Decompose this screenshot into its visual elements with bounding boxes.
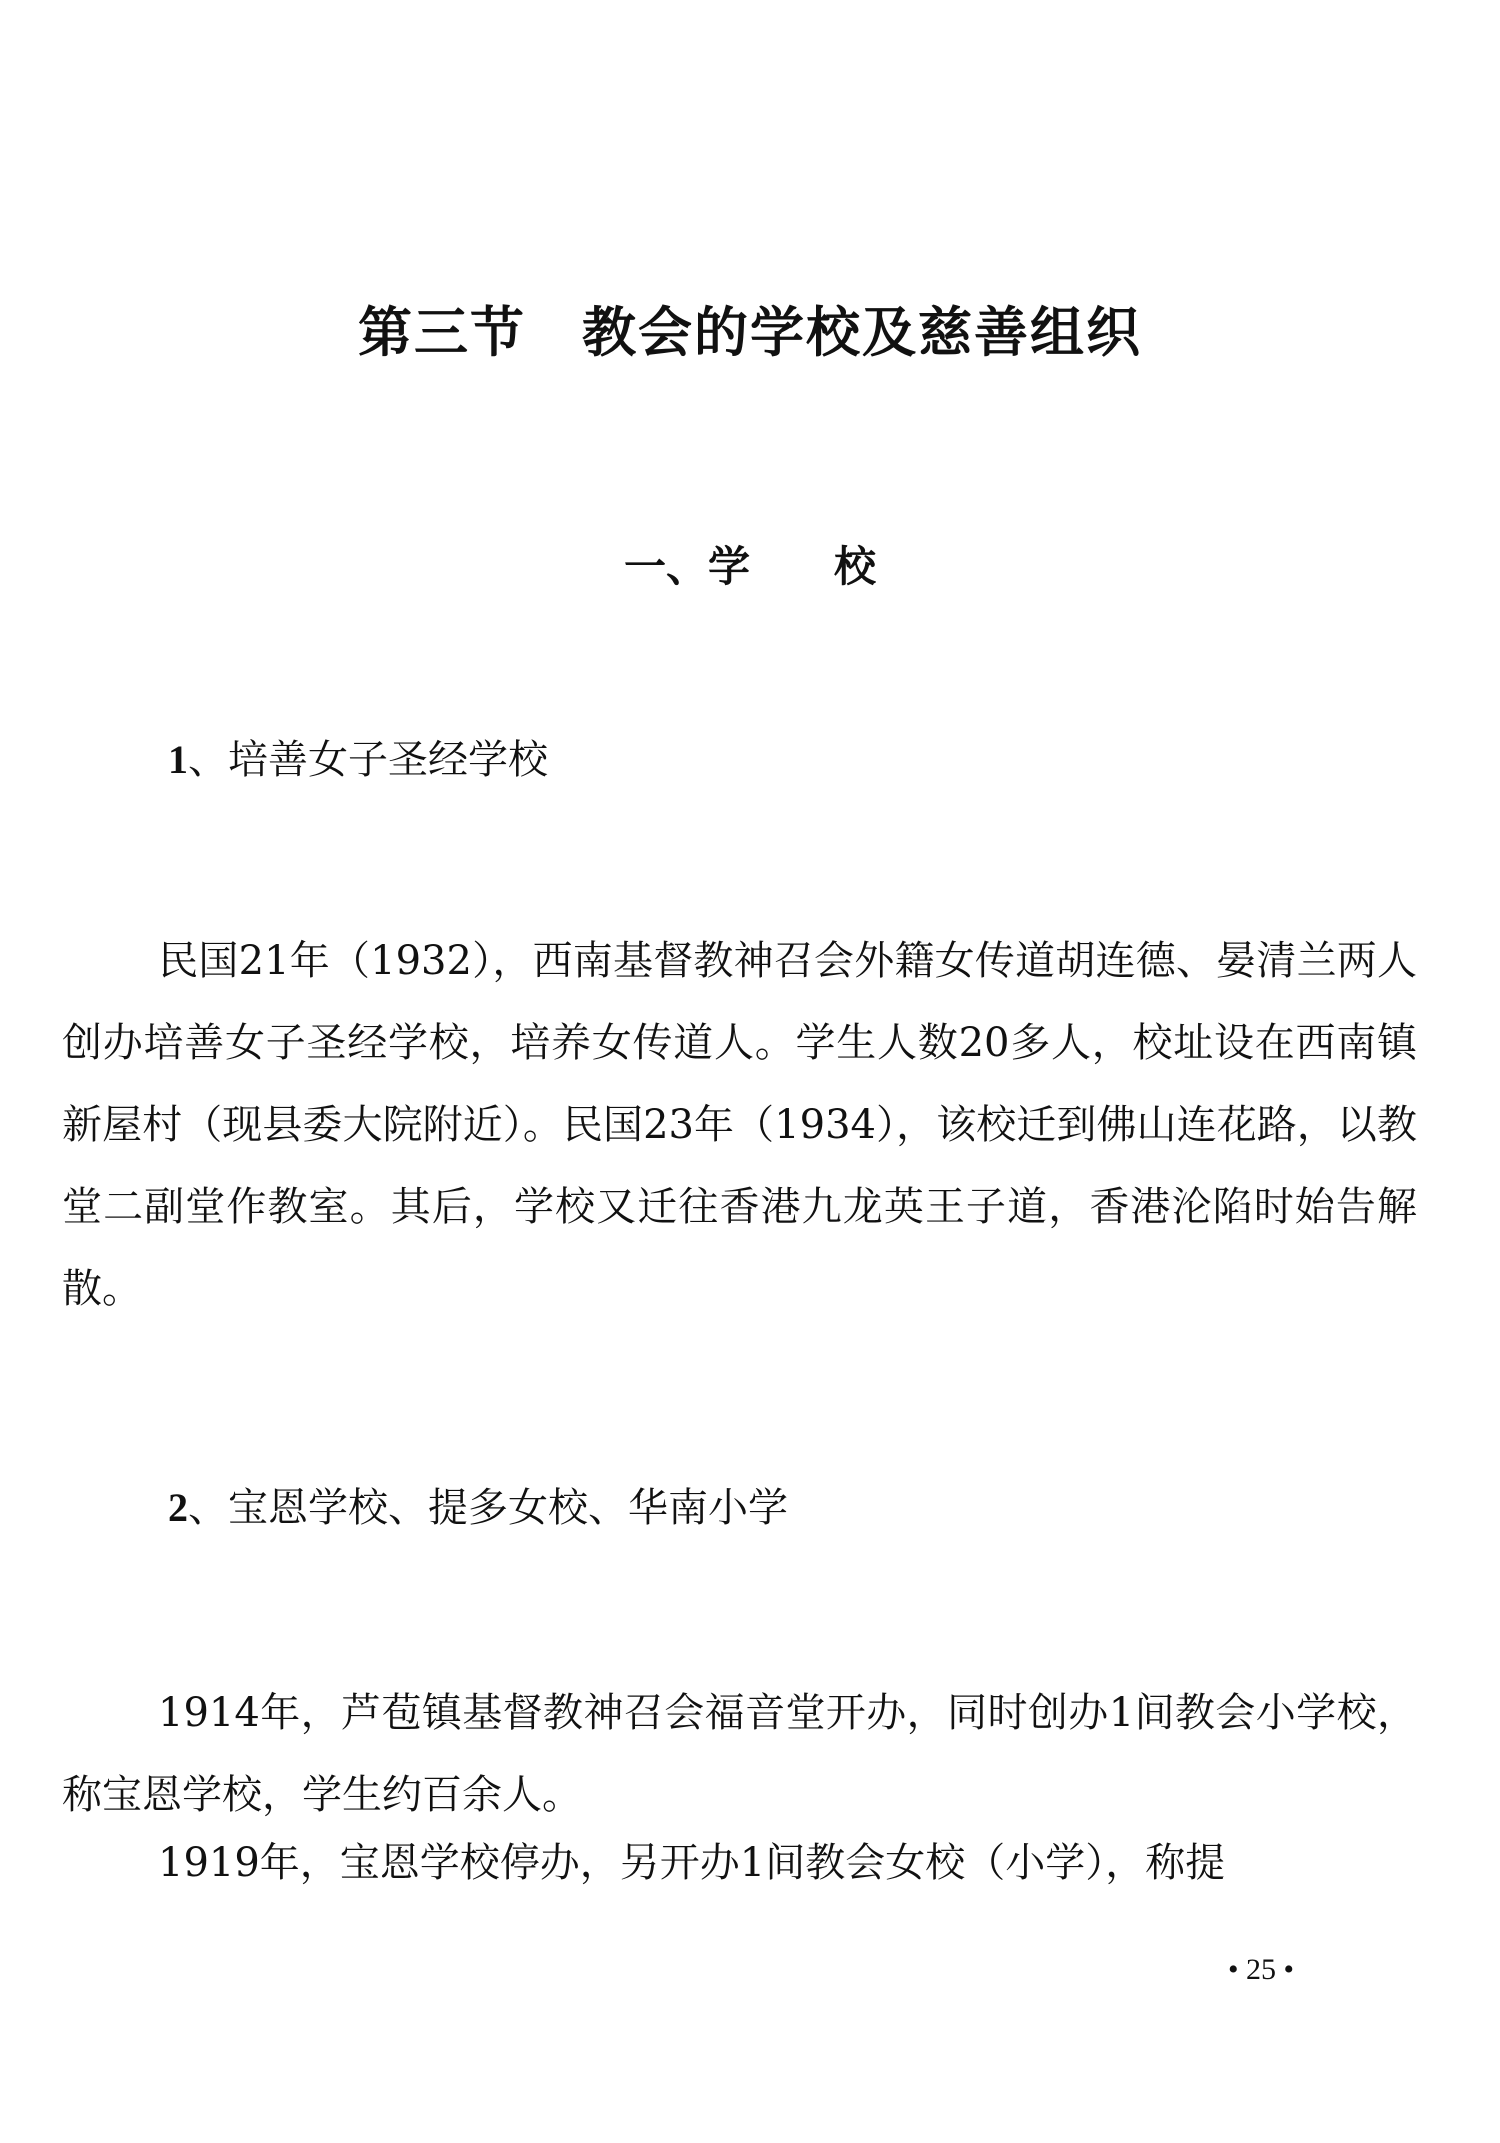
item-heading-text: 、宝恩学校、提多女校、华南小学 (188, 1485, 788, 1531)
section-title: 第三节 教会的学校及慈善组织 (358, 300, 1142, 364)
item-heading-2 (168, 1476, 788, 1533)
paragraph (62, 1822, 1417, 1904)
item-heading-text: 、培善女子圣经学校 (188, 737, 548, 783)
item-heading-number: 2 (168, 1485, 188, 1530)
paragraph-text: 1919年，宝恩学校停办，另开办1间教会女校（小学），称提 (158, 1840, 1226, 1886)
paragraph-text: 1914年，芦苞镇基督教神召会福音堂开办，同时创办1间教会小学校，称宝恩学校，学生约百余人。 (62, 1690, 1417, 1818)
paragraph (62, 920, 1417, 1330)
paragraph-text: 民国21年（1932），西南基督教神召会外籍女传道胡连德、晏清兰两人创办培善女子圣经学校，培养女传道人。学生人数20多人，校址设在西南镇新屋村（现县委大院附近）。民国23年（1934），该校迁到佛山连花路，以教堂二副堂作教室。其后，学校又迁往香港九龙英王子道，香港沦陷时始告解散。 (62, 938, 1417, 1312)
subsection-title: 一、学 校 (623, 542, 876, 591)
item-heading-number: 1 (168, 737, 188, 782)
page-number: • 25 • (1228, 1953, 1295, 1986)
item-heading-1 (168, 728, 548, 785)
paragraph (62, 1672, 1417, 1836)
